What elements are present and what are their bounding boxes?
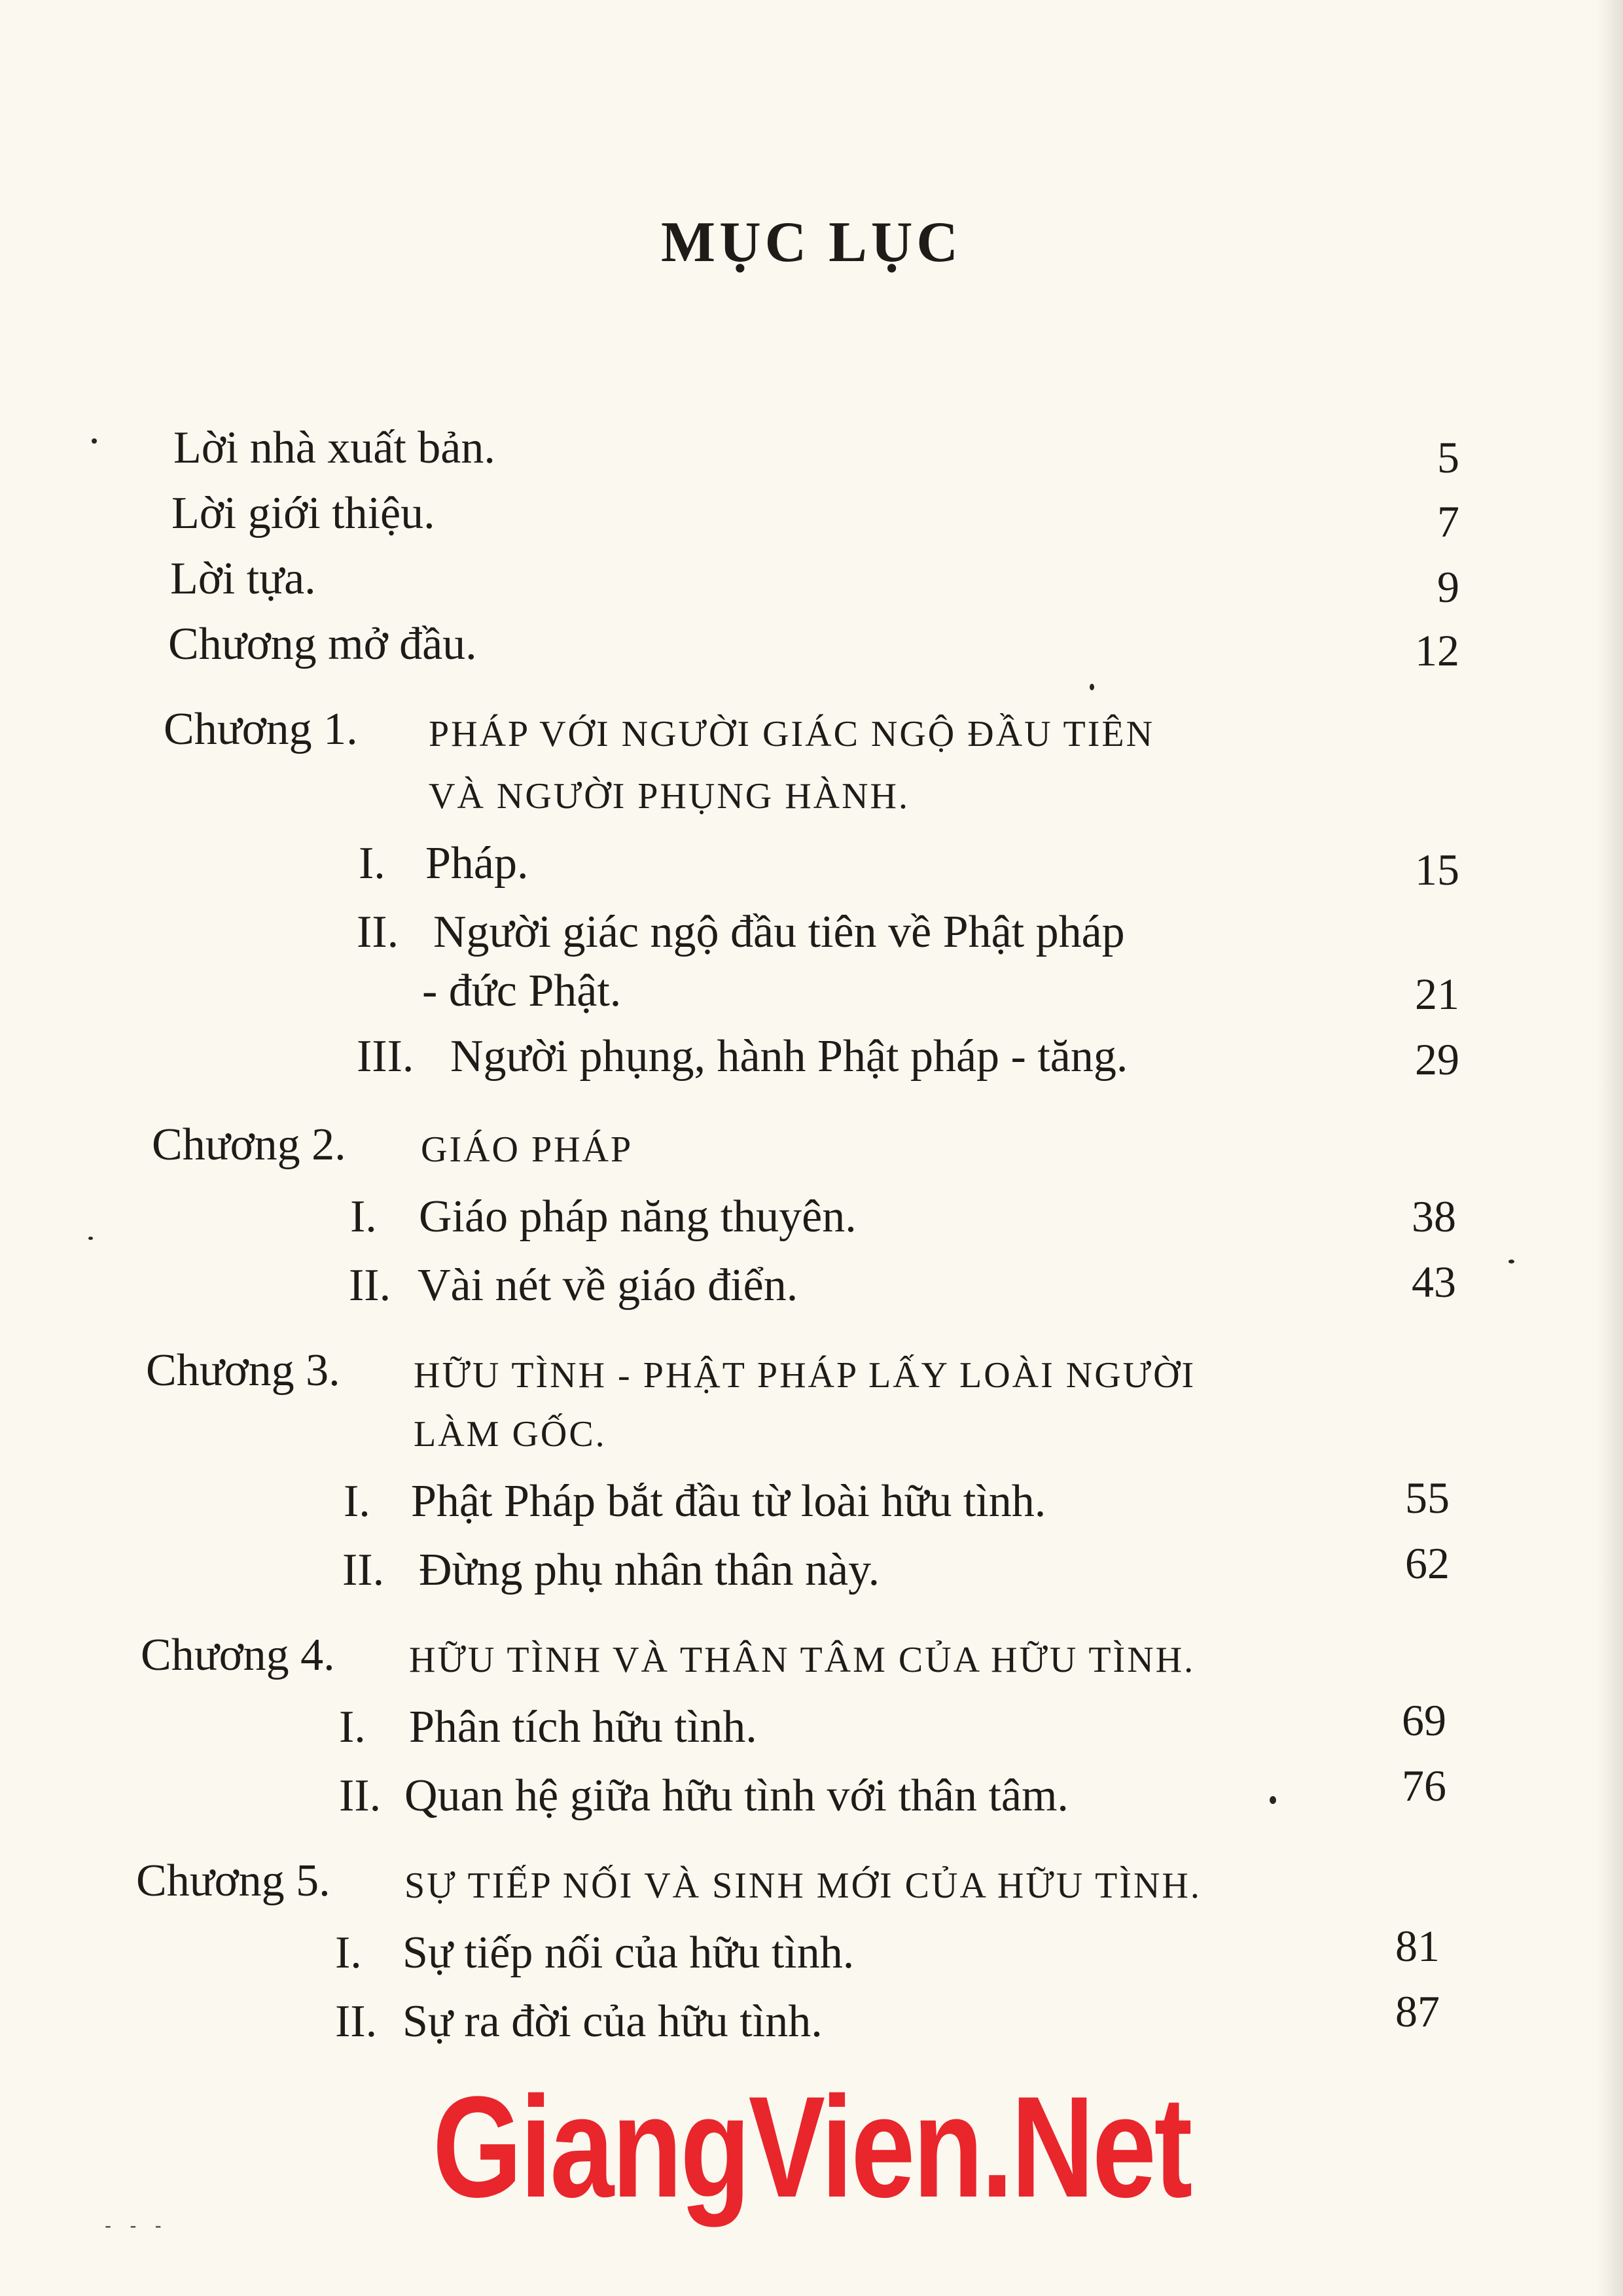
toc-entry-page: 7 — [1437, 497, 1459, 546]
chapter-title: VÀ NGƯỜI PHỤNG HÀNH. — [429, 776, 910, 817]
section-page: 62 — [1405, 1538, 1450, 1588]
section-page: 81 — [1395, 1921, 1440, 1971]
section-page: 29 — [1415, 1034, 1459, 1084]
section-numeral: I. — [335, 1928, 362, 1978]
section-text: Người giác ngộ đầu tiên về Phật pháp — [433, 907, 1125, 957]
scan-speck — [92, 438, 97, 444]
page-title: MỤC LỤC — [661, 211, 962, 274]
section-numeral: I. — [350, 1192, 377, 1242]
section-numeral: I. — [344, 1476, 370, 1527]
section-page: 69 — [1402, 1695, 1446, 1745]
chapter-title: GIÁO PHÁP — [421, 1129, 633, 1170]
section-numeral: II. — [349, 1260, 391, 1311]
section-page: 55 — [1405, 1473, 1450, 1523]
section-page: 38 — [1412, 1192, 1456, 1241]
toc-entry-page: 12 — [1415, 626, 1459, 675]
section-text: Người phụng, hành Phật pháp - tăng. — [450, 1031, 1128, 1082]
scan-speck — [1090, 684, 1094, 690]
section-text: Quan hệ giữa hữu tình với thân tâm. — [404, 1771, 1069, 1821]
chapter-title: HỮU TÌNH - PHẬT PHÁP LẤY LOÀI NGƯỜI — [414, 1355, 1196, 1396]
section-text-cont: - đức Phật. — [422, 966, 622, 1016]
section-text: Vài nét về giáo điển. — [418, 1260, 798, 1311]
chapter-label: Chương 3. — [146, 1345, 340, 1396]
chapter-title: PHÁP VỚI NGƯỜI GIÁC NGỘ ĐẦU TIÊN — [429, 714, 1155, 754]
section-numeral: II. — [357, 907, 399, 957]
chapter-label: Chương 4. — [141, 1630, 335, 1680]
section-text: Phật Pháp bắt đầu từ loài hữu tình. — [411, 1476, 1046, 1527]
section-page: 76 — [1402, 1761, 1446, 1810]
section-text: Phân tích hữu tình. — [409, 1702, 757, 1752]
chapter-title: LÀM GỐC. — [414, 1414, 607, 1455]
section-text: Giáo pháp năng thuyên. — [419, 1192, 857, 1242]
section-numeral: I. — [359, 838, 385, 889]
toc-entry-text: Lời tựa. — [170, 554, 316, 604]
scan-speck — [1508, 1260, 1514, 1263]
toc-entry-text: Lời nhà xuất bản. — [173, 423, 495, 473]
section-text: Sự ra đời của hữu tình. — [402, 1996, 823, 2047]
chapter-label: Chương 2. — [152, 1120, 346, 1170]
section-page: 43 — [1412, 1257, 1456, 1307]
section-numeral: III. — [357, 1031, 414, 1082]
section-page: 15 — [1415, 845, 1459, 894]
chapter-title: HỮU TÌNH VÀ THÂN TÂM CỦA HỮU TÌNH. — [409, 1640, 1196, 1680]
scan-speck — [88, 1237, 93, 1240]
toc-entry-text: Lời giới thiệu. — [171, 488, 435, 539]
toc-entry-text: Chương mở đầu. — [168, 619, 477, 669]
chapter-title: SỰ TIẾP NỐI VÀ SINH MỚI CỦA HỮU TÌNH. — [404, 1865, 1202, 1906]
section-numeral: II. — [342, 1545, 385, 1595]
section-page: 21 — [1415, 969, 1459, 1019]
bottom-marks: - - - — [105, 2215, 168, 2236]
chapter-label: Chương 1. — [164, 704, 358, 754]
toc-entry-page: 9 — [1437, 562, 1459, 612]
section-text: Pháp. — [425, 838, 529, 889]
page-edge-shadow — [1597, 0, 1623, 2296]
watermark-logo: GiangVien.Net — [432, 2066, 1191, 2227]
chapter-label: Chương 5. — [136, 1856, 330, 1906]
section-text: Đừng phụ nhân thân này. — [419, 1545, 880, 1595]
section-numeral: II. — [339, 1771, 382, 1821]
section-numeral: II. — [335, 1996, 378, 2047]
section-page: 87 — [1395, 1987, 1440, 2036]
section-numeral: I. — [339, 1702, 366, 1752]
toc-entry-page: 5 — [1437, 433, 1459, 482]
scan-speck — [1270, 1796, 1276, 1804]
section-text: Sự tiếp nối của hữu tình. — [402, 1928, 855, 1978]
